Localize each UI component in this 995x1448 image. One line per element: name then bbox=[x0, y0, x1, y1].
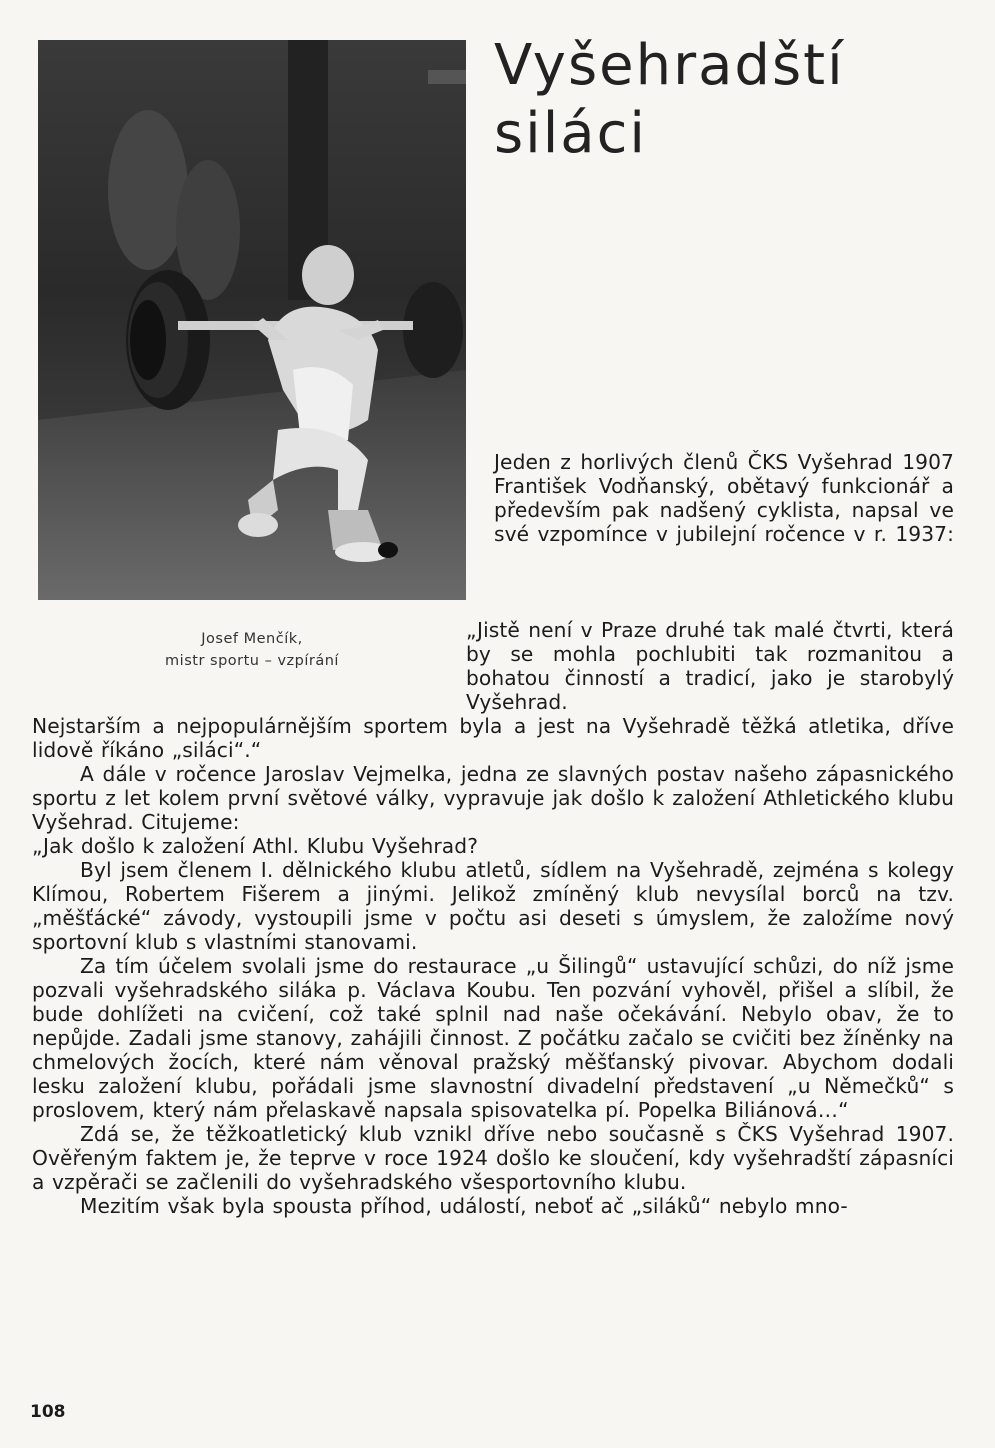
weightlifter-illustration bbox=[38, 40, 466, 600]
title-line-2: siláci bbox=[494, 101, 647, 166]
paragraph-4: Byl jsem členem I. dělnického klubu atletů, sídlem na Vyšehradě, zejména s kolegy Klímou, Robertem Fišerem a jinými. Jelikož zmíněný klub nevysílal borců na tzv. „měšťácké“ závody, vystoupili jsme v počtu asi deseti s úmyslem, že založíme nový sportovní klub s vlastními stanovami. bbox=[32, 858, 954, 954]
intro-paragraph: Jeden z horlivých členů ČKS Vyšehrad 1907 František Vodňanský, obětavý funkcionář a především pak nadšený cyklista, napsal ve své vzpomínce v jubilejní ročence v r. 1937: bbox=[494, 450, 954, 546]
caption-role: mistr sportu – vzpírání bbox=[165, 653, 339, 669]
caption-name: Josef Menčík, bbox=[201, 631, 303, 647]
paragraph-5: Za tím účelem svolali jsme do restaurace „u Šilingů“ ustavující schůzi, do níž jsme pozvali vyšehradského siláka p. Václava Koubu. Ten pozvání vyhověl, přišel a slíbil, že bude dohlížeti na cvičení, což také splnil nad naše očekávání. Nebylo obav, že to nepůjde. Zadali jsme stanovy, zahájili činnost. Z počátku začalo se cvičiti bez žíněnky na chmelových žocích, které nám věnoval pražský měšťanský pivovar. Abychom dodali lesku založení klubu, pořádali jsme slavnostní divadelní představení „u Němečků“ s proslovem, který nám přelaskavě napsala spisovatelka pí. Popelka Biliánová…“ bbox=[32, 954, 954, 1122]
quote-end-paragraph: Nejstarším a nejpopulárnějším sportem byla a jest na Vyšehradě těžká atletika, dříve lidově říkáno „siláci“.“ bbox=[32, 714, 954, 762]
paragraph-3: „Jak došlo k založení Athl. Klubu Vyšehrad? bbox=[32, 834, 479, 858]
paragraph-6: Zdá se, že těžkoatletický klub vznikl dříve nebo současně s ČKS Vyšehrad 1907. Ověřeným faktem je, že teprve v roce 1924 došlo ke sloučení, kdy vyšehradští zápasníci a vzpěrači se začlenili do vyšehradského všesportovního klubu. bbox=[32, 1122, 954, 1194]
paragraph-7: Mezitím však byla spousta příhod, událostí, neboť ač „siláků“ nebylo mno- bbox=[80, 1194, 848, 1218]
article-title bbox=[494, 32, 954, 168]
paragraph-2: A dále v ročence Jaroslav Vejmelka, jedna ze slavných postav našeho zápasnického sportu z let kolem první světové války, vypravuje jak došlo k založení Athletického klubu Vyšehrad. Citujeme: bbox=[32, 762, 954, 834]
page-number: 108 bbox=[30, 1402, 66, 1422]
title-line-1: Vyšehradští bbox=[494, 33, 845, 98]
photo-caption bbox=[38, 628, 466, 672]
weightlifter-photo bbox=[38, 40, 466, 600]
article-body bbox=[32, 714, 954, 1218]
quote-start-paragraph: „Jistě není v Praze druhé tak malé čtvrti, která by se mohla pochlubiti tak rozmanitou a bohatou činností a tradicí, jako je starobylý Vyšehrad. bbox=[466, 618, 954, 714]
